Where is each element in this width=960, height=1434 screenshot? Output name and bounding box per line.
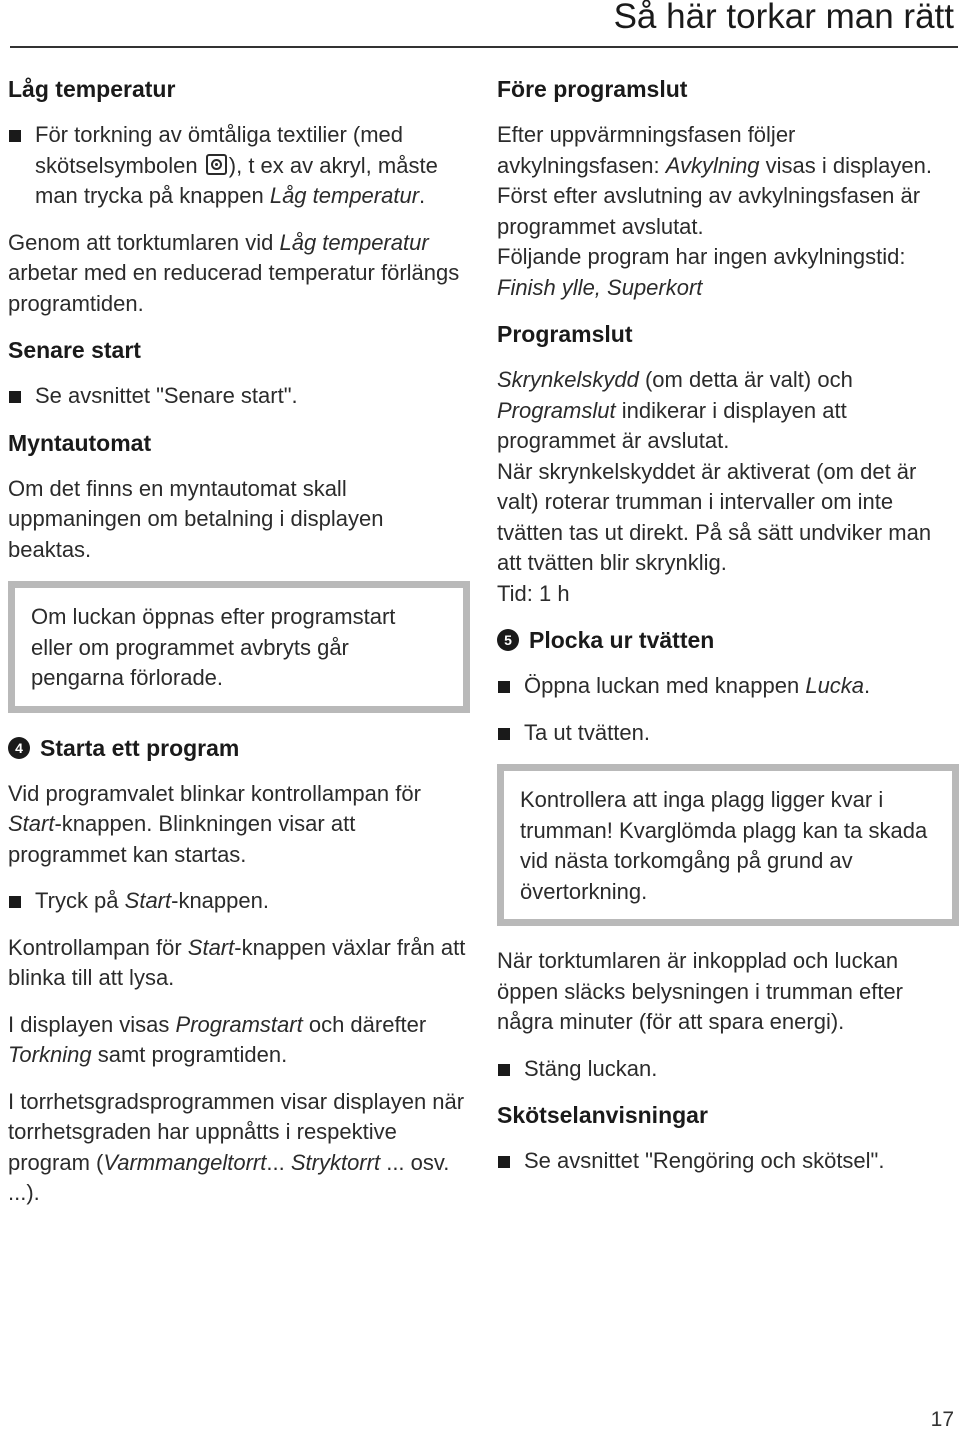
paragraph-step4-2: Kontrollampan för Start-knappen växlar från att blinka till att lysa. [8,934,466,990]
paragraph-step4-4: I torrhetsgradsprogrammen visar displayen när torrhetsgraden har uppnåtts i respektive program (Varmmangeltorrt... Stryktorrt ... osv. ...). [8,1088,465,1205]
right-column [497,74,959,1193]
paragraph-program-end-2: När skrynkelskyddet är aktiverat (om det är valt) roterar trumman i intervaller om inte tvätten tas ut direkt. På så sätt undviker man att tvätten blir skrynklig. [497,458,932,575]
left-column [8,74,470,1225]
bullet-close-door: Stäng luckan. [497,1054,959,1085]
paragraph-before-end-1: Efter uppvärmningsfasen följer avkylningsfasen: Avkylning visas i displayen. Först efter avslutning av avkylningsfasen är programmet avslutat. [497,122,932,239]
care-symbol-icon [206,154,227,175]
notice-text-coin: Om luckan öppnas efter programstart eller om programmet avbryts går pengarna förlorade. [31,604,396,690]
bullet-square-icon [498,681,510,693]
heading-care-instructions: Skötselanvisningar [497,1102,708,1128]
bullet-press-start: Tryck på Start-knappen. [8,886,470,917]
heading-before-end: Före programslut [497,76,688,102]
page-number: 17 [930,1408,954,1431]
heading-step-4: 4 Starta ett program [8,733,470,763]
notice-text-drum: Kontrollera att inga plagg ligger kvar i trumman! Kvarglömda plagg kan ta skada vid nästa torkomgång på grund av övertorkning. [520,787,928,904]
notice-box-coin [8,581,470,713]
heading-coin-meter: Myntautomat [8,429,152,456]
bullet-square-icon [9,130,21,142]
bullet-low-temperature: För torkning av ömtåliga textilier (med skötselsymbolen ), t ex av akryl, måste man trycka på knappen Låg temperatur. [8,120,470,212]
bullet-square-icon [498,728,510,740]
bullet-square-icon [9,391,21,403]
step-number-badge: 5 [497,629,519,651]
paragraph-low-temperature: Genom att torktumlaren vid Låg temperatur arbetar med en reducerad temperatur förlängs programtiden. [8,229,460,316]
heading-program-end: Programslut [497,321,633,347]
bullet-square-icon [9,896,21,908]
page-title: Så här torkar man rätt [613,0,954,36]
heading-delayed-start: Senare start [8,337,141,363]
notice-box-drum [497,764,959,926]
bullet-remove-laundry: Ta ut tvätten. [497,718,959,749]
paragraph-drum-light: När torktumlaren är inkopplad och luckan öppen släcks belysningen i trumman efter några minuter (för att spara energi). [497,948,903,1034]
paragraph-before-end-2: Följande program har ingen avkylningstid: Finish ylle, Superkort [497,244,906,300]
bullet-delayed-start: Se avsnittet "Senare start". [8,381,470,412]
page-header [10,0,958,48]
paragraph-program-end-time: Tid: 1 h [497,580,570,606]
bullet-open-door: Öppna luckan med knappen Lucka. [497,671,959,702]
heading-low-temperature: Låg temperatur [8,76,176,102]
paragraph-coin-meter: Om det finns en myntautomat skall uppmaningen om betalning i displayen beaktas. [8,475,384,562]
bullet-care: Se avsnittet "Rengöring och skötsel". [497,1146,959,1177]
paragraph-step4-3: I displayen visas Programstart och därefter Torkning samt programtiden. [8,1011,427,1067]
bullet-square-icon [498,1156,510,1168]
heading-step-5: 5 Plocka ur tvätten [497,625,959,655]
paragraph-program-end-1: Skrynkelskydd (om detta är valt) och Programslut indikerar i displayen att programmet är avslutat. [497,367,853,453]
step-number-badge: 4 [8,737,30,759]
bullet-square-icon [498,1064,510,1076]
paragraph-step4-1: Vid programvalet blinkar kontrollampan för Start-knappen. Blinkningen visar att programmet kan startas. [8,780,421,867]
